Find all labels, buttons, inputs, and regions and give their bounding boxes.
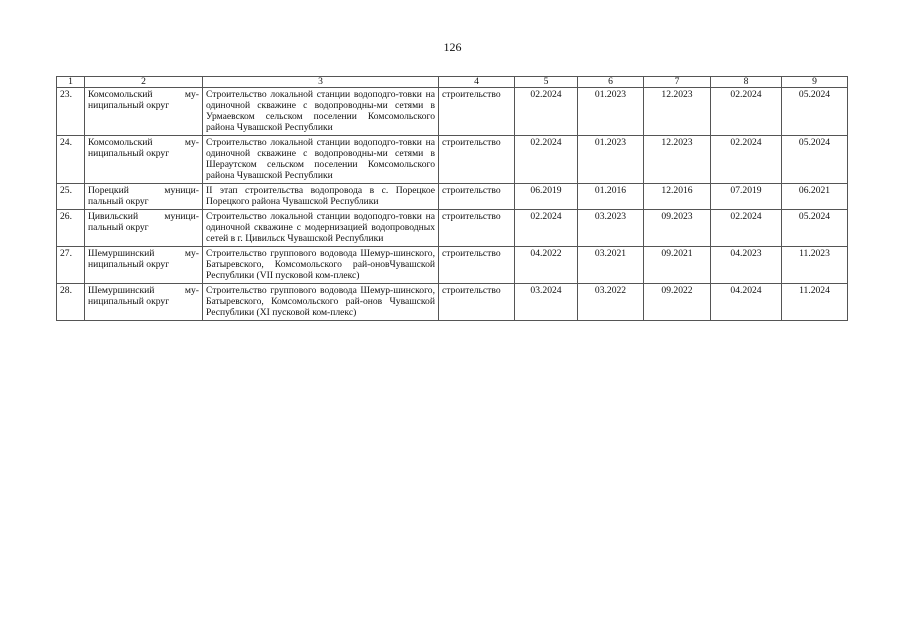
date-cell: 05.2024: [782, 210, 848, 247]
date-cell: 01.2023: [578, 136, 644, 184]
date-cell: 05.2024: [782, 88, 848, 136]
description-cell: Строительство локальной станции водоподго-товки на одиночной скважине с водопроводны-ми сетями в Урмаевском сельском поселении Комсомольского района Чувашской Республики: [203, 88, 439, 136]
column-header: 4: [439, 77, 515, 88]
municipality-cell: Цивильский муници-пальный округ: [85, 210, 203, 247]
work-type-cell: строительство: [439, 184, 515, 210]
municipality-cell: Шемуршинский му-ниципальный округ: [85, 284, 203, 321]
work-type-cell: строительство: [439, 136, 515, 184]
description-cell: Строительство группового водовода Шемур-шинского, Батыревского, Комсомольского рай-онов Чувашской Республики (XI пусковой ком-плекс): [203, 284, 439, 321]
date-cell: 02.2024: [515, 136, 578, 184]
date-cell: 05.2024: [782, 136, 848, 184]
description-cell: Строительство локальной станции водоподго-товки на одиночной скважине с водопроводны-ми сетями в Шераутском сельском поселении Комсомольского района Чувашской Республики: [203, 136, 439, 184]
description-cell: II этап строительства водопровода в с. Порецкое Порецкого района Чувашской Республики: [203, 184, 439, 210]
municipality-cell: Шемуршинский му-ниципальный округ: [85, 247, 203, 284]
date-cell: 09.2023: [644, 210, 711, 247]
table-row: [57, 184, 848, 210]
work-type-cell: строительство: [439, 210, 515, 247]
work-type-cell: строительство: [439, 88, 515, 136]
municipality-cell: Комсомольский му-ниципальный округ: [85, 136, 203, 184]
description-cell: Строительство группового водовода Шемур-шинского, Батыревского, Комсомольского рай-оновЧувашской Республики (VII пусковой ком-плекс): [203, 247, 439, 284]
table-row: [57, 210, 848, 247]
municipality-cell: Порецкий муници-пальный округ: [85, 184, 203, 210]
row-number: 26.: [57, 210, 85, 247]
row-number: 28.: [57, 284, 85, 321]
column-header: 9: [782, 77, 848, 88]
date-cell: 12.2023: [644, 136, 711, 184]
column-header: 6: [578, 77, 644, 88]
date-cell: 04.2022: [515, 247, 578, 284]
column-header: 1: [57, 77, 85, 88]
column-header: 8: [711, 77, 782, 88]
date-cell: 02.2024: [711, 88, 782, 136]
date-cell: 12.2016: [644, 184, 711, 210]
date-cell: 09.2022: [644, 284, 711, 321]
date-cell: 02.2024: [711, 210, 782, 247]
table-row: [57, 247, 848, 284]
header-row: [57, 77, 848, 88]
date-cell: 11.2023: [782, 247, 848, 284]
column-header: 3: [203, 77, 439, 88]
row-number: 25.: [57, 184, 85, 210]
date-cell: 02.2024: [515, 88, 578, 136]
date-cell: 07.2019: [711, 184, 782, 210]
row-number: 24.: [57, 136, 85, 184]
date-cell: 01.2016: [578, 184, 644, 210]
table-row: [57, 284, 848, 321]
date-cell: 06.2021: [782, 184, 848, 210]
column-header: 5: [515, 77, 578, 88]
page-number: 126: [443, 40, 462, 54]
date-cell: 12.2023: [644, 88, 711, 136]
date-cell: 01.2023: [578, 88, 644, 136]
column-header: 7: [644, 77, 711, 88]
table-row: [57, 88, 848, 136]
date-cell: 03.2024: [515, 284, 578, 321]
municipality-cell: Комсомольский му-ниципальный округ: [85, 88, 203, 136]
date-cell: 03.2023: [578, 210, 644, 247]
date-cell: 11.2024: [782, 284, 848, 321]
date-cell: 06.2019: [515, 184, 578, 210]
projects-table: [56, 76, 848, 321]
date-cell: 02.2024: [711, 136, 782, 184]
date-cell: 03.2022: [578, 284, 644, 321]
work-type-cell: строительство: [439, 247, 515, 284]
column-header: 2: [85, 77, 203, 88]
date-cell: 04.2023: [711, 247, 782, 284]
date-cell: 02.2024: [515, 210, 578, 247]
date-cell: 09.2021: [644, 247, 711, 284]
date-cell: 03.2021: [578, 247, 644, 284]
date-cell: 04.2024: [711, 284, 782, 321]
table-row: [57, 136, 848, 184]
work-type-cell: строительство: [439, 284, 515, 321]
description-cell: Строительство локальной станции водоподго-товки на одиночной скважине с модернизацией водопроводных сетей в г. Цивильск Чувашской Республики: [203, 210, 439, 247]
row-number: 23.: [57, 88, 85, 136]
row-number: 27.: [57, 247, 85, 284]
